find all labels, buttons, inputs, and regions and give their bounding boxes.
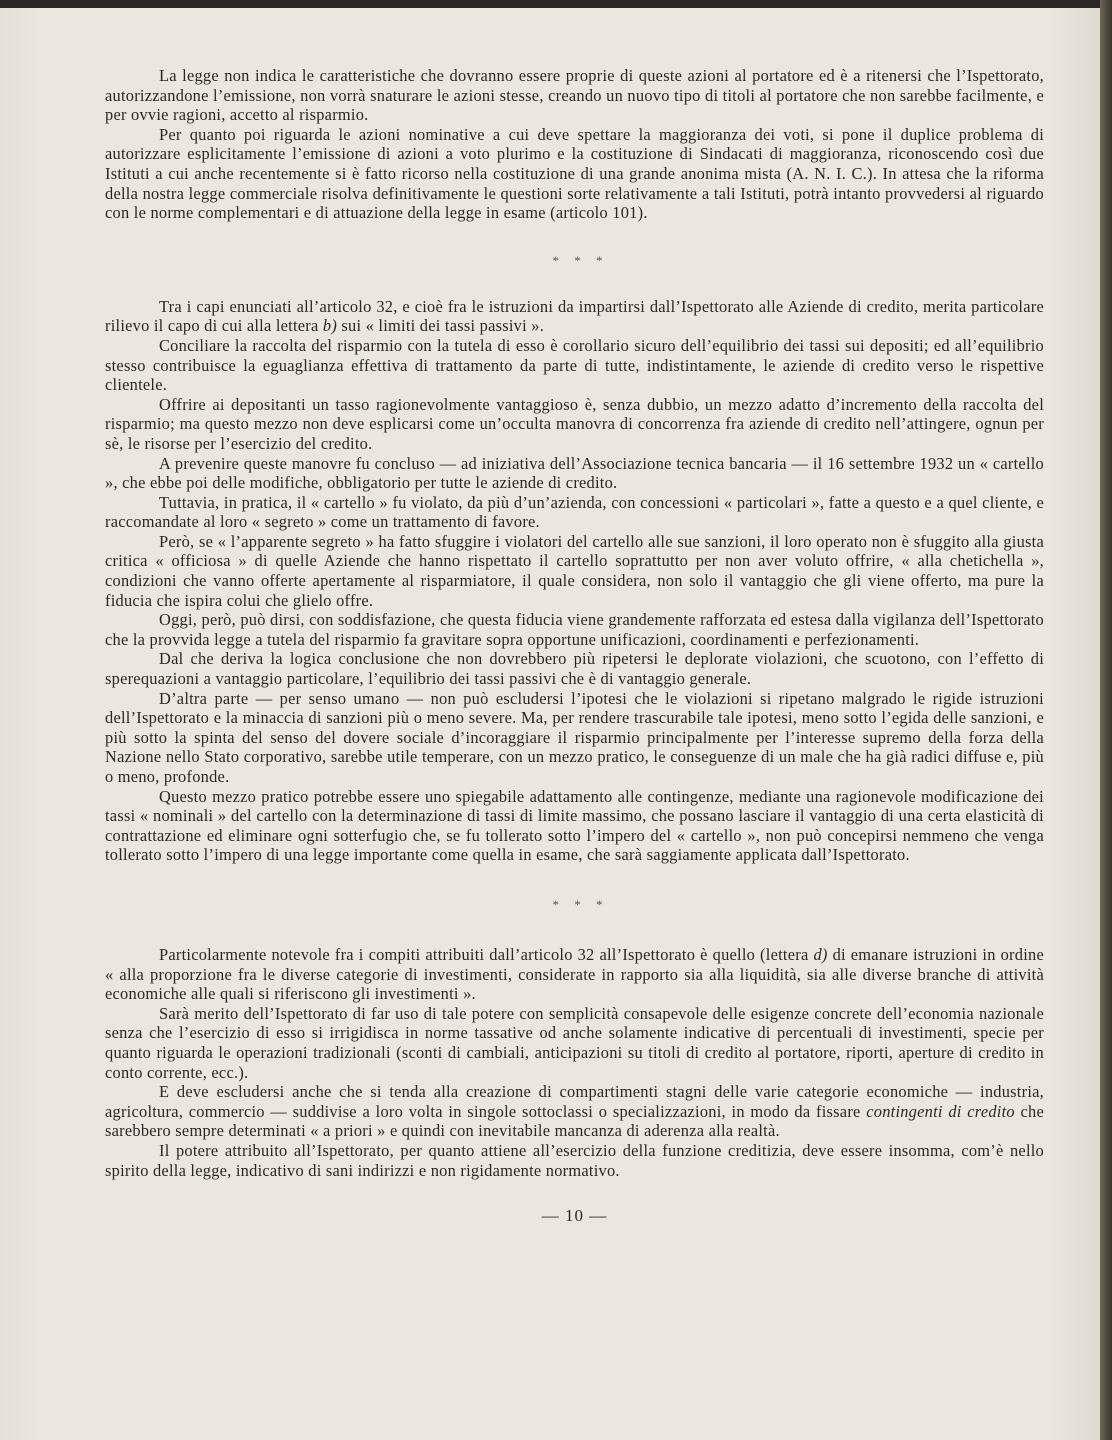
paragraph: D’altra parte — per senso umano — non può escludersi l’ipotesi che le violazioni si ripetano malgrado le rigide istruzioni dell’Ispettorato e la minaccia di sanzioni più o meno severe. Ma, per rendere trascurabile tale ipotesi, meno sotto l’egida delle sanzioni, e più sotto la spinta del senso del dovere sociale d’incoraggiare il risparmio principalmente per l’interesse supremo della forza della Nazione nello Stato corporativo, sarebbe utile temperare, con un mezzo pratico, le conseguenze di un male che ha già radici diffuse e, più o meno, profonde. [105, 688, 1044, 786]
paragraph: Per quanto poi riguarda le azioni nominative a cui deve spettare la maggioranza dei voti, si pone il duplice problema di autorizzare esplicitamente l’emissione di azioni a voto plurimo e la costituzione di Sindacati di maggioranza, riconoscendo così due Istituti a cui anche recentemente si è fatto ricorso nella costituzione di una grande anonima mista (A. N. I. C.). In attesa che la riforma della nostra legge commerciale risolva definitivamente le questioni sorte relativamente a tali Istituti, potrà intanto provvedersi al riguardo con le norme complementari e di attuazione della legge in esame (articolo 101). [105, 124, 1044, 223]
section-investimenti [105, 945, 1044, 1180]
text-run: di emanare istruzioni in ordine « alla proporzione fra le diverse categorie di investimenti, considerate in rapporto sia alla liquidità, sia alle diverse branche di attività economiche alle quali si riferiscono gli investimenti ». [105, 944, 1044, 1004]
paragraph: Questo mezzo pratico potrebbe essere uno spiegabile adattamento alle contingenze, mediante una ragionevole modificazione dei tassi « nominali » del cartello con la determinazione di tassi di limite massimo, che possano lasciare il vantaggio di una certa elasticità di contrattazione ed eliminare ogni sotterfugio che, se fu tollerato sotto l’impero del « cartello », non può concepirsi nemmeno che venga tollerato sotto l’impero di una legge importante come quella in esame, che sarà saggiamente applicata dall’Ispettorato. [105, 786, 1044, 865]
text-run: che sarebbero sempre determinati « a priori » e quindi con inevitabile mancanza di aderenza alla realtà. [105, 1101, 1044, 1141]
text-run: Particolarmente notevole fra i compiti attribuiti dall’articolo 32 all’Ispettorato è quello (lettera [159, 944, 814, 964]
italic-text: contingenti di credito [866, 1101, 1015, 1121]
page-number: — 10 — [541, 1206, 608, 1226]
text-run: Tra i capi enunciati all’articolo 32, e cioè fra le istruzioni da impartirsi dall’Ispettorato alle Aziende di credito, merita particolare rilievo il capo di cui alla lettera [105, 296, 1044, 336]
page-edge-shadow [1100, 0, 1112, 1440]
paragraph: Conciliare la raccolta del risparmio con la tutela di esso è corollario sicuro dell’equilibrio dei tassi sui depositi; ed all’equilibrio stesso contribuisce la eguaglianza effettiva di trattamento da parte di tutte, indistintamente, le aziende di credito verso le rispettive clientele. [105, 335, 1044, 395]
paragraph: Dal che deriva la logica conclusione che non dovrebbero più ripetersi le deplorate violazioni, che scuotono, con l’effetto di sperequazioni a vantaggio particolare, l’equilibrio dei tassi passivi che è di vantaggio generale. [105, 649, 1044, 689]
paragraph [105, 297, 1044, 336]
text-run: sui « limiti dei tassi passivi ». [337, 316, 545, 336]
italic-text: b) [322, 316, 338, 336]
paragraph: Però, se « l’apparente segreto » ha fatto sfuggire i violatori del cartello alle sue sanzioni, il loro operato non è sfuggito alla giusta critica « officiosa » di quelle Aziende che hanno rispettato il cartello soprattutto per non aver voluto offrire, « alla chetichella », condizioni che vanno offerte apertamente al risparmiatore, il quale considera, non solo il vantaggio che gli viene offerto, ma pure la fiducia che ispira colui che glielo offre. [105, 531, 1044, 610]
paragraph: A prevenire queste manovre fu concluso — ad iniziativa dell’Associazione tecnica bancaria — il 16 settembre 1932 un « cartello », che ebbe poi delle modifiche, obbligatorio per tutte le aziende di credito. [105, 453, 1044, 493]
section-azioni [105, 66, 1044, 223]
paragraph: Oggi, però, può dirsi, con soddisfazione, che questa fiducia viene grandemente rafforzata ed estesa dalla vigilanza dell’Ispettorato che la provvida legge a tutela del risparmio fa gravitare sopra opportune unificazioni, coordinamenti e perfezionamenti. [105, 610, 1044, 649]
paragraph: La legge non indica le caratteristiche che dovranno essere proprie di queste azioni al portatore ed è a ritenersi che l’Ispettorato, autorizzandone l’emissione, non vorrà snaturare le azioni stesse, creando un nuovo tipo di titoli al portatore che non sarebbe facilmente, e per ovvie ragioni, accetto al risparmio. [105, 66, 1044, 125]
paragraph: Sarà merito dell’Ispettorato di far uso di tale potere con semplicità consapevole delle esigenze concrete dell’economia nazionale senza che l’esercizio di esso si irrigidisca in norme tassative od anche solamente indicative di percentuali di investimenti, specie per quanto riguarda le operazioni tradizionali (sconti di cambiali, anticipazioni su titoli di credito al portatore, riporti, aperture di credito in conto corrente, ecc.). [105, 1003, 1044, 1082]
section-tassi-passivi [105, 297, 1044, 865]
paragraph: Offrire ai depositanti un tasso ragionevolmente vantaggioso è, senza dubbio, un mezzo adatto d’incremento della raccolta del risparmio; ma questo mezzo non deve esplicarsi come un’occulta manovra di concorrenza fra aziende di credito nell’attingere, ognun per sè, le risorse per l’esercizio del credito. [105, 394, 1044, 453]
paragraph: Tuttavia, in pratica, il « cartello » fu violato, da più d’un’azienda, con concessioni « particolari », fatte a questo e a quel cliente, e raccomandate al loro « segreto » come un trattamento di favore. [105, 492, 1044, 532]
italic-text: d) [813, 944, 828, 964]
section-separator: * * * [552, 896, 609, 912]
text-run: E deve escludersi anche che si tenda alla creazione di compartimenti stagni delle varie categorie economiche — industria, agricoltura, commercio — suddivise a loro volta in singole sottoclassi o specializzazioni, in modo da fissare [105, 1082, 1044, 1121]
paragraph: Il potere attribuito all’Ispettorato, per quanto attiene all’esercizio della funzione creditizia, deve essere insomma, com’è nello spirito della legge, indicativo di sani indirizzi e non rigidamente normativo. [105, 1140, 1044, 1180]
paragraph [105, 1082, 1044, 1141]
section-separator: * * * [552, 252, 609, 268]
paragraph [105, 945, 1044, 1004]
document-page [0, 8, 1100, 1440]
